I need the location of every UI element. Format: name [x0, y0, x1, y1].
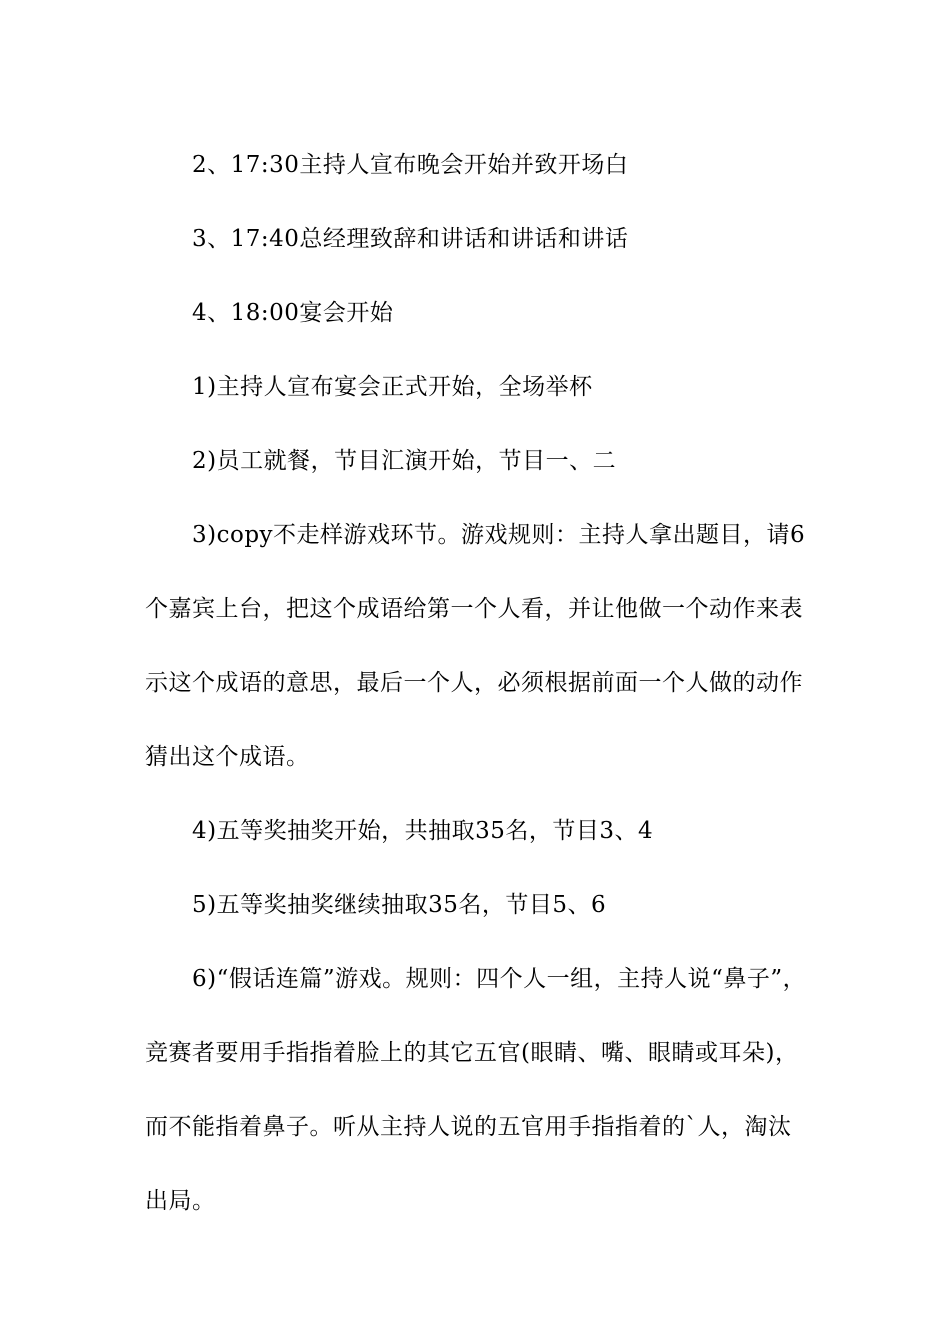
- paragraph-item-6: 6)“假话连篇”游戏。规则：四个人一组，主持人说“鼻子”，竞赛者要用手指指着脸上的其它五官(眼睛、嘴、眼睛或耳朵)，而不能指着鼻子。听从主持人说的五官用手指指着的`人，淘汰出局。: [145, 966, 807, 1214]
- paragraph-item-2: 2)员工就餐，节目汇演开始，节目一、二: [192, 448, 617, 474]
- paragraph-schedule-1730: 2、17:30主持人宣布晚会开始并致开场白: [192, 152, 629, 178]
- document-body: [145, 128, 810, 1238]
- paragraph-item-1: 1)主持人宣布宴会正式开始，全场举杯: [192, 374, 593, 400]
- paragraph-schedule-1800: 4、18:00宴会开始: [192, 300, 394, 326]
- paragraph-item-5: 5)五等奖抽奖继续抽取35名，节目5、6: [192, 892, 607, 918]
- paragraph-item-4: 4)五等奖抽奖开始，共抽取35名，节目3、4: [192, 818, 654, 844]
- paragraph-schedule-1740: 3、17:40总经理致辞和讲话和讲话和讲话: [192, 226, 629, 252]
- paragraph-item-3: 3)copy不走样游戏环节。游戏规则：主持人拿出题目，请6个嘉宾上台，把这个成语给第一个人看，并让他做一个动作来表示这个成语的意思，最后一个人，必须根据前面一个人做的动作猜出这个成语。: [145, 522, 806, 770]
